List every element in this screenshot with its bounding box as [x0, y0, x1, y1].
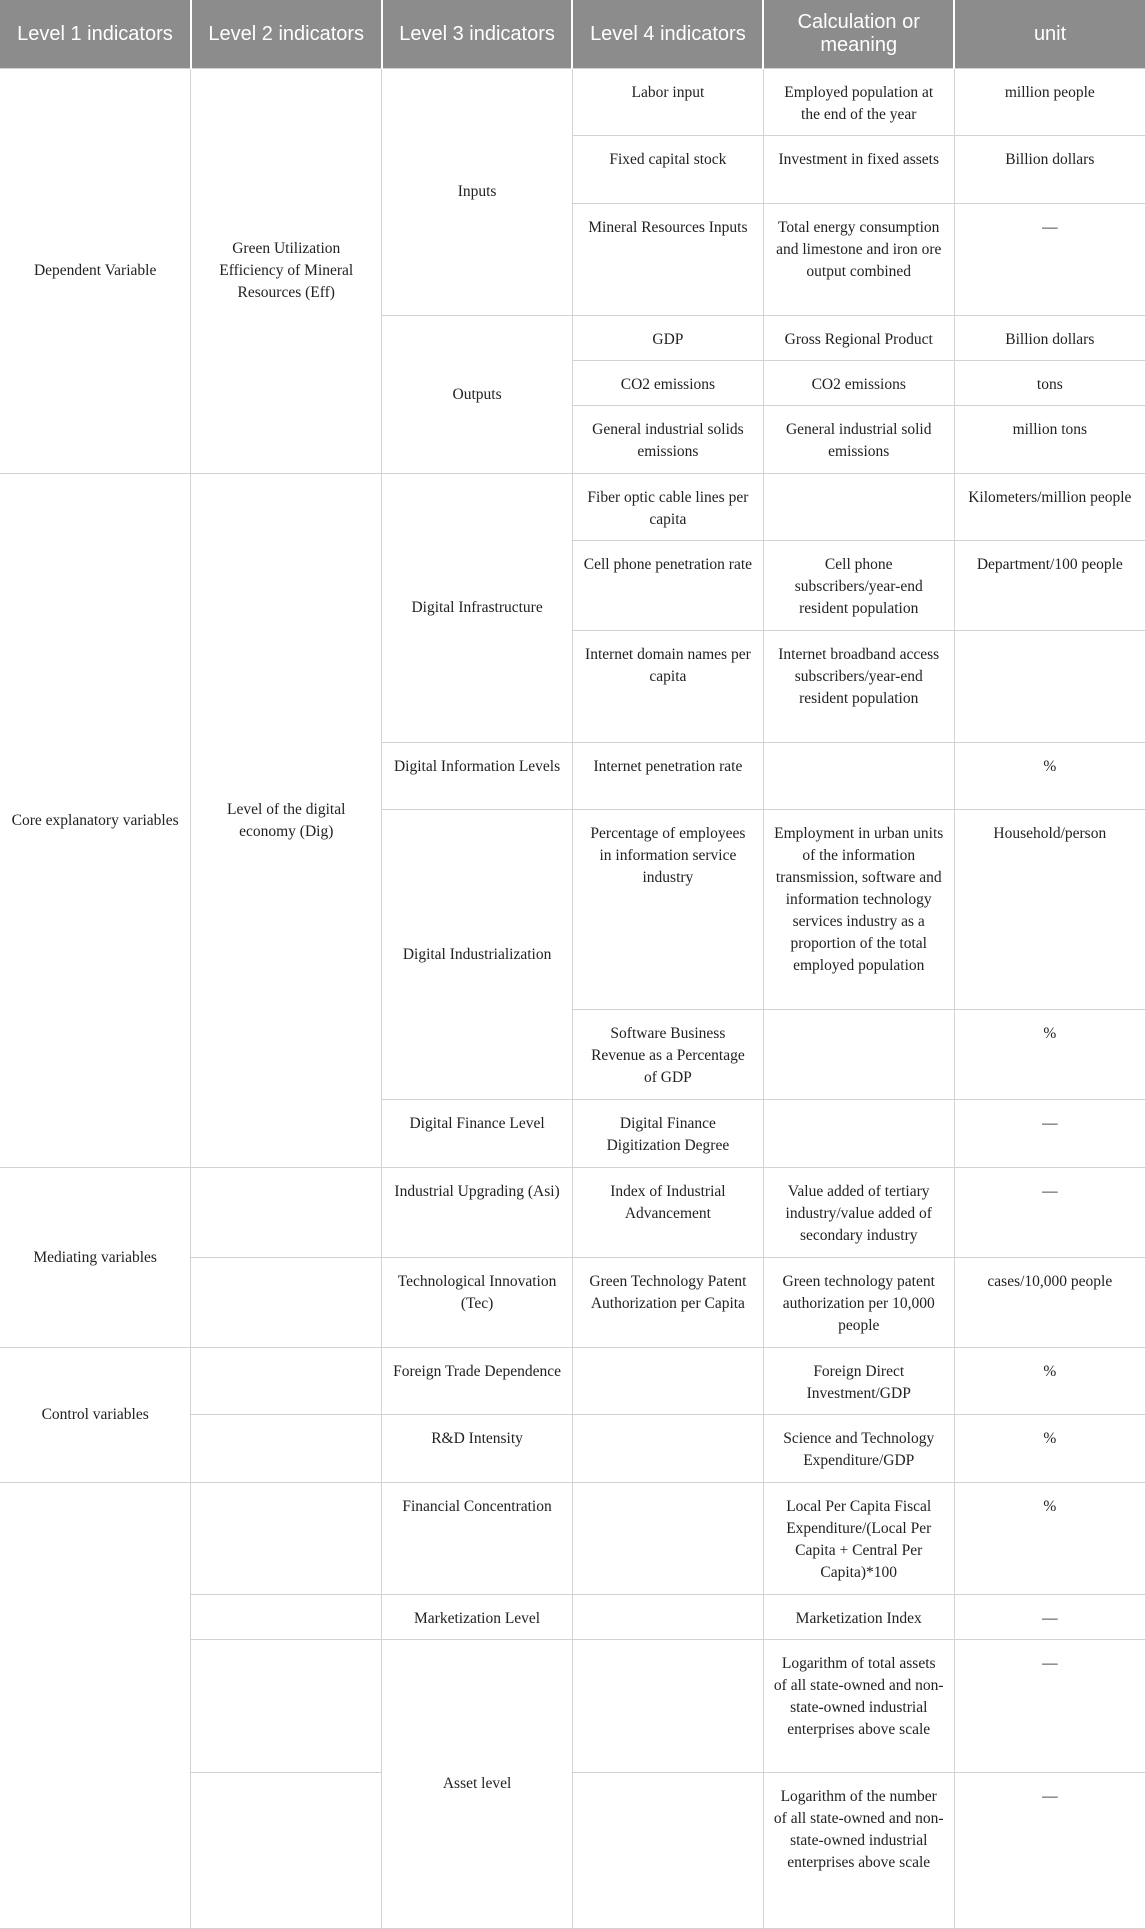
- calc-cell: Local Per Capita Fiscal Expenditure/(Local Per Capita + Central Per Capita)*100: [763, 1483, 954, 1595]
- table-row: [0, 1168, 1145, 1258]
- level3-cell: Foreign Trade Dependence: [382, 1348, 573, 1415]
- unit-cell: Department/100 people: [954, 541, 1145, 631]
- unit-cell: —: [954, 204, 1145, 316]
- level2-cell: [191, 1168, 382, 1258]
- level4-cell: Digital Finance Digitization Degree: [572, 1100, 763, 1168]
- header-calculation: Calculation or meaning: [763, 0, 954, 69]
- header-level1: Level 1 indicators: [0, 0, 191, 69]
- level2-cell: [191, 1348, 382, 1415]
- header-unit: unit: [954, 0, 1145, 69]
- calc-cell: Internet broadband access subscribers/year-end resident population: [763, 631, 954, 743]
- unit-cell: Billion dollars: [954, 316, 1145, 361]
- level3-cell: Digital Industrialization: [382, 810, 573, 1100]
- level4-cell: Green Technology Patent Authorization per Capita: [572, 1258, 763, 1348]
- level1-cell: [0, 1483, 191, 1929]
- header-level3: Level 3 indicators: [382, 0, 573, 69]
- calc-cell: CO2 emissions: [763, 361, 954, 406]
- calc-cell: Logarithm of total assets of all state-owned and non-state-owned industrial enterprises above scale: [763, 1640, 954, 1773]
- calc-cell: Marketization Index: [763, 1595, 954, 1640]
- unit-cell: million tons: [954, 406, 1145, 474]
- level4-cell: [572, 1483, 763, 1595]
- level1-cell: Mediating variables: [0, 1168, 191, 1348]
- level3-cell: Digital Finance Level: [382, 1100, 573, 1168]
- level2-cell: [191, 1773, 382, 1929]
- calc-cell: [763, 743, 954, 810]
- level4-cell: [572, 1415, 763, 1483]
- level3-cell: Outputs: [382, 316, 573, 474]
- level4-cell: Fiber optic cable lines per capita: [572, 474, 763, 541]
- unit-cell: —: [954, 1640, 1145, 1773]
- level2-cell: [191, 1415, 382, 1483]
- calc-cell: Green technology patent authorization per 10,000 people: [763, 1258, 954, 1348]
- level4-cell: Fixed capital stock: [572, 136, 763, 204]
- level4-cell: Software Business Revenue as a Percentage of GDP: [572, 1010, 763, 1100]
- header-level2: Level 2 indicators: [191, 0, 382, 69]
- level2-cell: Level of the digital economy (Dig): [191, 474, 382, 1168]
- calc-cell: Cell phone subscribers/year-end resident population: [763, 541, 954, 631]
- unit-cell: —: [954, 1168, 1145, 1258]
- level4-cell: Index of Industrial Advancement: [572, 1168, 763, 1258]
- level4-cell: [572, 1595, 763, 1640]
- level2-cell: Green Utilization Efficiency of Mineral Resources (Eff): [191, 69, 382, 474]
- level1-cell: Dependent Variable: [0, 69, 191, 474]
- calc-cell: [763, 474, 954, 541]
- level3-cell: Technological Innovation (Tec): [382, 1258, 573, 1348]
- unit-cell: million people: [954, 69, 1145, 136]
- table-row: [0, 1483, 1145, 1595]
- level1-cell: Control variables: [0, 1348, 191, 1483]
- calc-cell: Gross Regional Product: [763, 316, 954, 361]
- unit-cell: Billion dollars: [954, 136, 1145, 204]
- unit-cell: %: [954, 1483, 1145, 1595]
- unit-cell: [954, 631, 1145, 743]
- unit-cell: %: [954, 1415, 1145, 1483]
- level4-cell: Internet penetration rate: [572, 743, 763, 810]
- calc-cell: Value added of tertiary industry/value added of secondary industry: [763, 1168, 954, 1258]
- table-row: [0, 474, 1145, 541]
- calc-cell: Logarithm of the number of all state-owned and non-state-owned industrial enterprises above scale: [763, 1773, 954, 1929]
- level3-cell: Financial Concentration: [382, 1483, 573, 1595]
- level4-cell: [572, 1773, 763, 1929]
- level4-cell: [572, 1348, 763, 1415]
- level3-cell: Inputs: [382, 69, 573, 316]
- table-row: [0, 69, 1145, 136]
- level4-cell: CO2 emissions: [572, 361, 763, 406]
- level2-cell: [191, 1595, 382, 1640]
- unit-cell: Household/person: [954, 810, 1145, 1010]
- unit-cell: cases/10,000 people: [954, 1258, 1145, 1348]
- level3-cell: Digital Information Levels: [382, 743, 573, 810]
- level4-cell: Labor input: [572, 69, 763, 136]
- level4-cell: Cell phone penetration rate: [572, 541, 763, 631]
- unit-cell: %: [954, 1010, 1145, 1100]
- level1-cell: Core explanatory variables: [0, 474, 191, 1168]
- header-level4: Level 4 indicators: [572, 0, 763, 69]
- level3-cell: Asset level: [382, 1640, 573, 1929]
- level4-cell: General industrial solids emissions: [572, 406, 763, 474]
- calc-cell: Science and Technology Expenditure/GDP: [763, 1415, 954, 1483]
- calc-cell: Employed population at the end of the year: [763, 69, 954, 136]
- table-row: [0, 1348, 1145, 1415]
- level4-cell: GDP: [572, 316, 763, 361]
- unit-cell: —: [954, 1595, 1145, 1640]
- unit-cell: —: [954, 1100, 1145, 1168]
- unit-cell: %: [954, 743, 1145, 810]
- header-row: [0, 0, 1145, 69]
- level2-cell: [191, 1483, 382, 1595]
- calc-cell: [763, 1100, 954, 1168]
- calc-cell: Investment in fixed assets: [763, 136, 954, 204]
- calc-cell: [763, 1010, 954, 1100]
- calc-cell: General industrial solid emissions: [763, 406, 954, 474]
- level3-cell: Industrial Upgrading (Asi): [382, 1168, 573, 1258]
- level2-cell: [191, 1640, 382, 1773]
- unit-cell: —: [954, 1773, 1145, 1929]
- level3-cell: Marketization Level: [382, 1595, 573, 1640]
- level3-cell: Digital Infrastructure: [382, 474, 573, 743]
- level4-cell: Internet domain names per capita: [572, 631, 763, 743]
- calc-cell: Total energy consumption and limestone and iron ore output combined: [763, 204, 954, 316]
- calc-cell: Foreign Direct Investment/GDP: [763, 1348, 954, 1415]
- calc-cell: Employment in urban units of the information transmission, software and information technology services industry as a proportion of the total employed population: [763, 810, 954, 1010]
- level2-cell: [191, 1258, 382, 1348]
- unit-cell: tons: [954, 361, 1145, 406]
- level4-cell: [572, 1640, 763, 1773]
- unit-cell: Kilometers/million people: [954, 474, 1145, 541]
- level4-cell: Percentage of employees in information service industry: [572, 810, 763, 1010]
- level4-cell: Mineral Resources Inputs: [572, 204, 763, 316]
- unit-cell: %: [954, 1348, 1145, 1415]
- level3-cell: R&D Intensity: [382, 1415, 573, 1483]
